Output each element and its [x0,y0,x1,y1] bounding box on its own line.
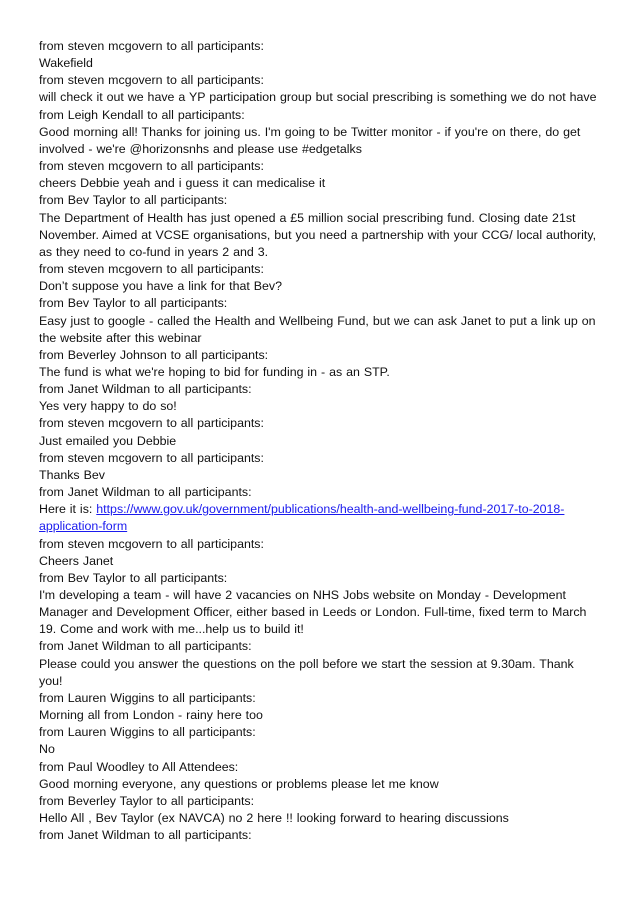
message-text: Yes very happy to do so! [39,399,177,414]
message-text [39,501,599,535]
message-text: Please could you answer the questions on the poll before we start the session at 9.30am. Thank you! [39,656,574,688]
message-text: I'm developing a team - will have 2 vacancies on NHS Jobs website on Monday - Development Manager and Development Officer, either based in Leeds or London. Full-time, fixed term to March 19. Come and work with me...help us to build it! [39,588,587,637]
message-sender-line: from Bev Taylor to all participants: [39,296,228,311]
message-text: The fund is what we're hoping to bid for funding in - as an STP. [39,364,390,379]
message-text: Morning all from London - rainy here too [39,708,263,723]
message-sender-line: from Bev Taylor to all participants: [39,570,228,585]
message-text: will check it out we have a YP participation group but social prescribing is something we do not have [39,90,597,105]
message-sender-line: from Janet Wildman to all participants: [39,485,252,500]
message-text: The Department of Health has just opened a £5 million social prescribing fund. Closing date 21st November. Aimed at VCSE organisations, but you need a partnership with your CCG/ local authority, as they need to co-fund in years 2 and 3. [39,210,597,259]
chat-transcript [39,38,599,844]
message-sender-line: from steven mcgovern to all participants: [39,39,264,53]
message-sender-line: from steven mcgovern to all participants: [39,450,264,465]
message-sender-line: from Bev Taylor to all participants: [39,193,228,208]
message-sender-line: from steven mcgovern to all participants: [39,159,264,174]
message-sender-line: from Paul Woodley to All Attendees: [39,759,239,774]
message-sender-line: from Janet Wildman to all participants: [39,382,252,397]
message-sender-line: from steven mcgovern to all participants: [39,262,264,277]
message-sender-line: from steven mcgovern to all participants: [39,73,264,88]
message-prefix: Here it is: [39,502,97,517]
message-text: Wakefield [39,56,93,71]
message-text: Good morning all! Thanks for joining us. I'm going to be Twitter monitor - if you're on there, do get involved - we're @horizonsnhs and please use #edgetalks [39,124,581,156]
message-text: No [39,742,55,757]
message-text: Cheers Janet [39,553,114,568]
message-text: Just emailed you Debbie [39,433,177,448]
message-text: Hello All , Bev Taylor (ex NAVCA) no 2 here !! looking forward to hearing discussions [39,811,509,826]
message-sender-line: from Lauren Wiggins to all participants: [39,690,256,705]
message-sender-line: from Janet Wildman to all participants: [39,639,252,654]
message-text: Good morning everyone, any questions or problems please let me know [39,776,439,791]
message-sender-line: from Lauren Wiggins to all participants: [39,725,256,740]
application-form-link[interactable]: https://www.gov.uk/government/publications/health-and-wellbeing-fund-2017-to-2018-application-form [39,502,565,534]
message-text: cheers Debbie yeah and i guess it can medicalise it [39,176,326,191]
message-sender-line: from steven mcgovern to all participants: [39,536,264,551]
message-sender-line: from Leigh Kendall to all participants: [39,107,245,122]
message-sender-line: from Beverley Taylor to all participants: [39,793,255,808]
message-sender-line: from Janet Wildman to all participants: [39,828,252,843]
message-sender-line: from Beverley Johnson to all participants: [39,347,269,362]
message-text: Thanks Bev [39,467,105,482]
message-text: Don’t suppose you have a link for that Bev? [39,279,283,294]
message-sender-line: from steven mcgovern to all participants: [39,416,264,431]
message-text: Easy just to google - called the Health and Wellbeing Fund, but we can ask Janet to put a link up on the website after this webinar [39,313,596,345]
